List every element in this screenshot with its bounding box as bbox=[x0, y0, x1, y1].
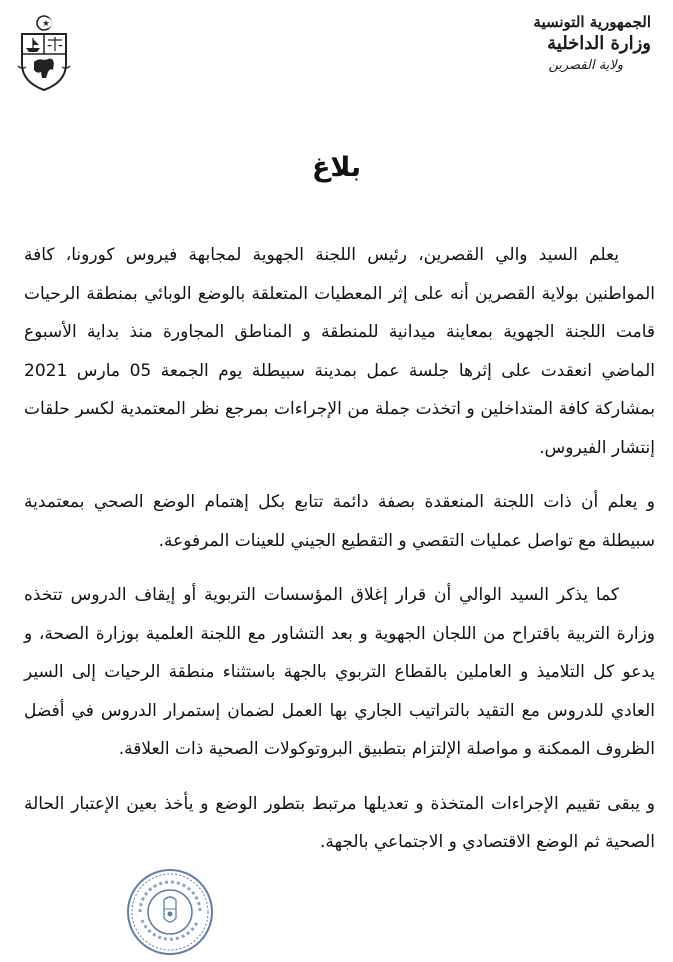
governorate-name: ولاية القصرين bbox=[548, 58, 623, 73]
document-title: بلاغ bbox=[311, 152, 362, 183]
letterhead bbox=[471, 12, 651, 76]
paragraph-3: كما يذكر السيد الوالي أن قرار إغلاق المؤسسات التربوية أو إيقاف الدروس تتخذه وزارة التربية باقتراح من اللجان الجهوية و بعد التشاور مع اللجنة العلمية بوزارة الصحة، و يدعو كل التلاميذ و العاملين بالقطاع التربوي بالجهة باستثناء منطقة الرحيات إلى السير العادي للدروس مع التقيد بالتراتيب الجاري بها العمل لضمان إستمرار الدروس في أفضل الظروف الممكنة و مواصلة الإلتزام بتطبيق البروتوكولات الصحية ذات العلاقة. bbox=[24, 585, 655, 759]
paragraph-4: و يبقى تقييم الإجراءات المتخذة و تعديلها مرتبط بتطور الوضع و يأخذ بعين الإعتبار الحالة الصحية ثم الوضع الاقتصادي و الاجتماعي بالجهة. bbox=[24, 793, 655, 852]
paragraph-2: و يعلم أن ذات اللجنة المنعقدة بصفة دائمة تتابع بكل إهتمام الوضع الصحي بمعتمدية سبيطلة مع تواصل عمليات التقصي و التقطيع الجيني للعينات المرفوعة. bbox=[24, 492, 655, 551]
tunisia-coat-of-arms-icon bbox=[12, 14, 76, 94]
ministry-round-stamp-icon bbox=[124, 866, 216, 958]
republic-name: الجمهورية التونسية bbox=[533, 13, 651, 31]
ministry-name: وزارة الداخلية bbox=[547, 33, 651, 54]
paragraph-1: يعلم السيد والي القصرين، رئيس اللجنة الجهوية لمجابهة فيروس كورونا، كافة المواطنين بولاية القصرين أنه على إثر المعطيات المتعلقة بالوضع الوبائي بمنطقة الرحيات قامت اللجنة الجهوية بمعاينة ميدانية للمنطقة و المناطق المجاورة منذ بداية الأسبوع الماضي انعقدت على إثرها جلسة عمل بمدينة سبيطلة يوم الجمعة 05 مارس 2021 بمشاركة كافة المتداخلين و اتخذت جملة من الإجراءات بمرجع نظر المعتمدية لكسر حلقات إنتشار الفيروس. bbox=[24, 245, 655, 458]
document-body bbox=[24, 236, 655, 862]
